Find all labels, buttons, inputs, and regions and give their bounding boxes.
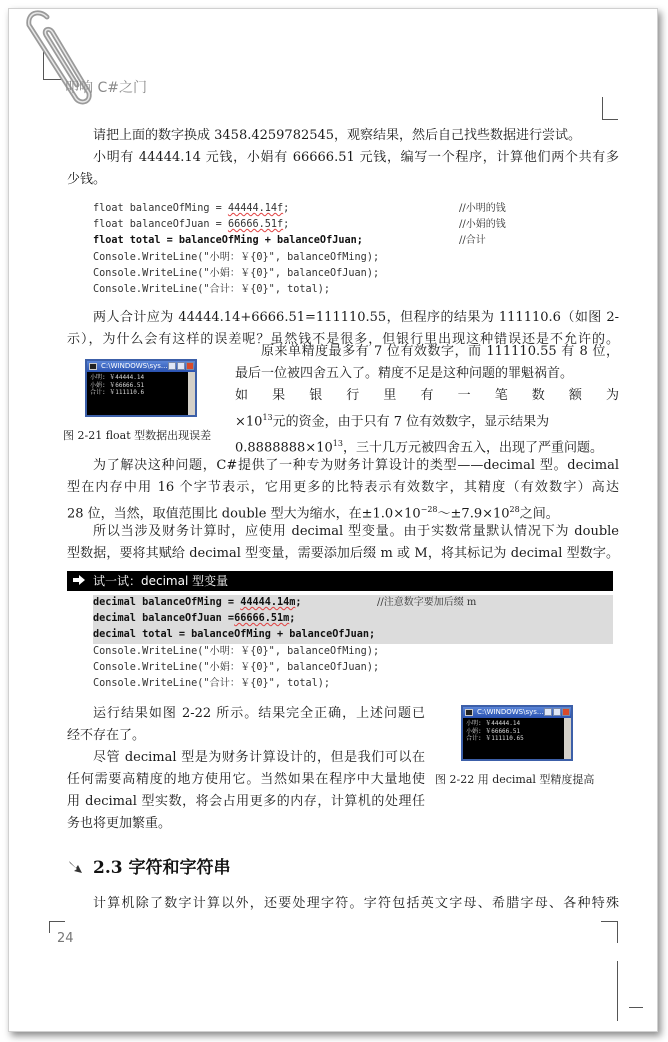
- console-icon: [89, 363, 97, 370]
- text-line: 示），为什么会有这样的误差呢？虽然钱不是很多，但银行里出现这种错误还是不允许的。: [67, 332, 619, 347]
- book-page: [8, 8, 658, 1032]
- paragraph: [235, 341, 619, 460]
- text-line: 如果银行里有一笔数额为: [235, 388, 619, 403]
- try-it-label: 试一试：decimal 型变量: [93, 574, 229, 588]
- code-line: decimal balanceOfJuan =66666.51m;: [93, 611, 613, 627]
- section-title: 2.3 字符和字符串: [93, 858, 231, 878]
- crop-mark: [601, 921, 617, 923]
- text-line: 两人合计应为 44444.14+6666.51=111110.55，但程序的结果为 111110.6（如图 2-: [93, 310, 619, 325]
- paragraph: [67, 703, 425, 747]
- crop-mark: [602, 119, 618, 121]
- text-line: 型数据，要将其赋给 decimal 型变量，需要添加后缀 m 或 M，将其标记为 decimal 型数字。: [67, 546, 619, 561]
- crop-mark: [617, 921, 619, 943]
- console-scrollbar: [188, 372, 195, 415]
- text-line: 少钱。: [67, 172, 107, 187]
- console-window-fig22: [461, 705, 573, 761]
- text-line: 计算机除了数字计算以外，还要处理字符。字符包括英文字母、希腊字母、各种特殊: [93, 896, 619, 911]
- crop-mark: [629, 1007, 643, 1009]
- console-scrollbar: [564, 718, 571, 759]
- text-line: $\times 10^{13}$元的资金，由于只有 7 位有效数字，显示结果为: [235, 413, 550, 430]
- crop-mark: [49, 921, 65, 923]
- figure-caption: 图 2-22 用 decimal 型精度提高: [435, 773, 595, 786]
- text-line: 请把上面的数字换成 3458.4259782545，观察结果，然后自己找些数据进行尝试。: [93, 128, 582, 143]
- text-line: 小明有 44444.14 元钱，小娟有 66666.51 元钱，编写一个程序，计算他们两个共有多: [93, 150, 619, 165]
- close-icon: [186, 362, 194, 370]
- text-line: 经不存在了。: [67, 728, 146, 743]
- code-block: [93, 201, 613, 298]
- figure-caption: 图 2-21 float 型数据出现误差: [63, 429, 212, 442]
- paragraph: [67, 747, 425, 835]
- text-line: 原来单精度最多有 7 位有效数字，而 111110.55 有 8 位，: [261, 344, 619, 359]
- code-line: Console.WriteLine("小娟：￥{0}", balanceOfJuan);: [93, 661, 380, 673]
- code-line: float total = balanceOfMing + balanceOfJuan; //合计: [93, 233, 613, 249]
- paragraph: [67, 893, 619, 915]
- text-line: $0.8888888\times 10^{13}$，三十几万元被四舍五入，出现了严重问题。: [235, 439, 603, 456]
- text-line: 尽管 decimal 型是为财务计算设计的，但是我们可以在: [93, 750, 425, 765]
- maximize-icon: [553, 708, 561, 716]
- console-line: 小明: ￥44444.14: [90, 374, 145, 381]
- console-line: 小娟: ￥66666.51: [90, 381, 145, 389]
- close-icon: [562, 708, 570, 716]
- crop-mark: [49, 921, 51, 933]
- console-title: C:\WINDOWS\sys...: [477, 708, 544, 716]
- text-line: 务也将更加繁重。: [67, 816, 172, 831]
- section-arrow-icon: [67, 859, 83, 873]
- code-comment: //小娟的钱: [459, 219, 506, 231]
- maximize-icon: [177, 362, 185, 370]
- paperclip-icon: [17, 5, 117, 115]
- console-titlebar: [463, 707, 571, 718]
- page-number: 24: [57, 931, 74, 946]
- try-it-banner: [67, 571, 613, 591]
- console-icon: [465, 709, 473, 716]
- text-line: 28 位，当然，取值范围比 double 型大为缩水，在$\pm 1.0\times 10^{-28}\sim\pm 7.9\times 10^{28}$之间。: [67, 505, 559, 522]
- text-line: 运行结果如图 2-22 所示。结果完全正确，上述问题已: [93, 706, 425, 721]
- code-line: Console.WriteLine("小明：￥{0}", balanceOfMing);: [93, 251, 380, 263]
- code-comment: //注意数字要加后缀 m: [377, 597, 477, 608]
- code-comment: //合计: [459, 235, 486, 247]
- paragraph: [67, 455, 619, 525]
- code-line: Console.WriteLine("合计：￥{0}", total);: [93, 283, 331, 295]
- console-title: C:\WINDOWS\sys...: [101, 362, 168, 370]
- code-line: Console.WriteLine("小明：￥{0}", balanceOfMing);: [93, 645, 380, 657]
- minimize-icon: [544, 708, 552, 716]
- text-line: 任何需要高精度的地方使用它。当然如果在程序中大量地使: [67, 772, 425, 787]
- text-line: 用 decimal 型实数，将会占用更多的内存，计算机的处理任: [67, 794, 425, 809]
- crop-mark: [602, 97, 604, 119]
- minimize-icon: [168, 362, 176, 370]
- code-line: decimal balanceOfMing = 44444.14m; //注意数字要加后缀 m: [93, 595, 613, 611]
- arrow-right-icon: [73, 571, 85, 591]
- paragraph: [67, 521, 619, 565]
- console-line: 小明: ￥44444.14: [466, 720, 521, 727]
- code-comment: //小明的钱: [459, 203, 506, 214]
- text-line: 最后一位被四舍五入了。精度不足是这种问题的罪魁祸首。: [235, 366, 574, 381]
- code-block: [93, 595, 613, 692]
- section-heading: [67, 853, 231, 878]
- code-line: float balanceOfJuan = 66666.51f; //小娟的钱: [93, 217, 613, 233]
- paragraph: [67, 125, 619, 147]
- console-line: 合计: ￥111110.6: [90, 389, 145, 396]
- console-titlebar: [87, 361, 195, 372]
- crop-mark: [617, 961, 619, 1021]
- console-window-fig21: [85, 359, 197, 417]
- code-line: decimal total = balanceOfMing + balanceOfJuan;: [93, 627, 613, 643]
- text-line: 为了解决这种问题，C#提供了一种专为财务计算设计的类型——decimal 型。decimal: [93, 458, 619, 473]
- console-line: 合计: ￥111110.65: [466, 735, 524, 742]
- console-line: 小娟: ￥66666.51: [466, 727, 521, 735]
- paragraph: [67, 147, 619, 191]
- text-line: 型在内存中用 16 个字节表示，它用更多的比特表示有效数字，其精度（有效数字）高达: [67, 480, 619, 495]
- code-line: float balanceOfMing = 44444.14f; //小明的钱: [93, 201, 613, 217]
- code-line: Console.WriteLine("合计：￥{0}", total);: [93, 677, 331, 689]
- text-line: 所以当涉及财务计算时，应使用 decimal 型变量。由于实数常量默认情况下为 double: [93, 524, 619, 539]
- code-line: Console.WriteLine("小娟：￥{0}", balanceOfJuan);: [93, 267, 380, 279]
- running-header: 叩响 C#之门: [65, 80, 147, 96]
